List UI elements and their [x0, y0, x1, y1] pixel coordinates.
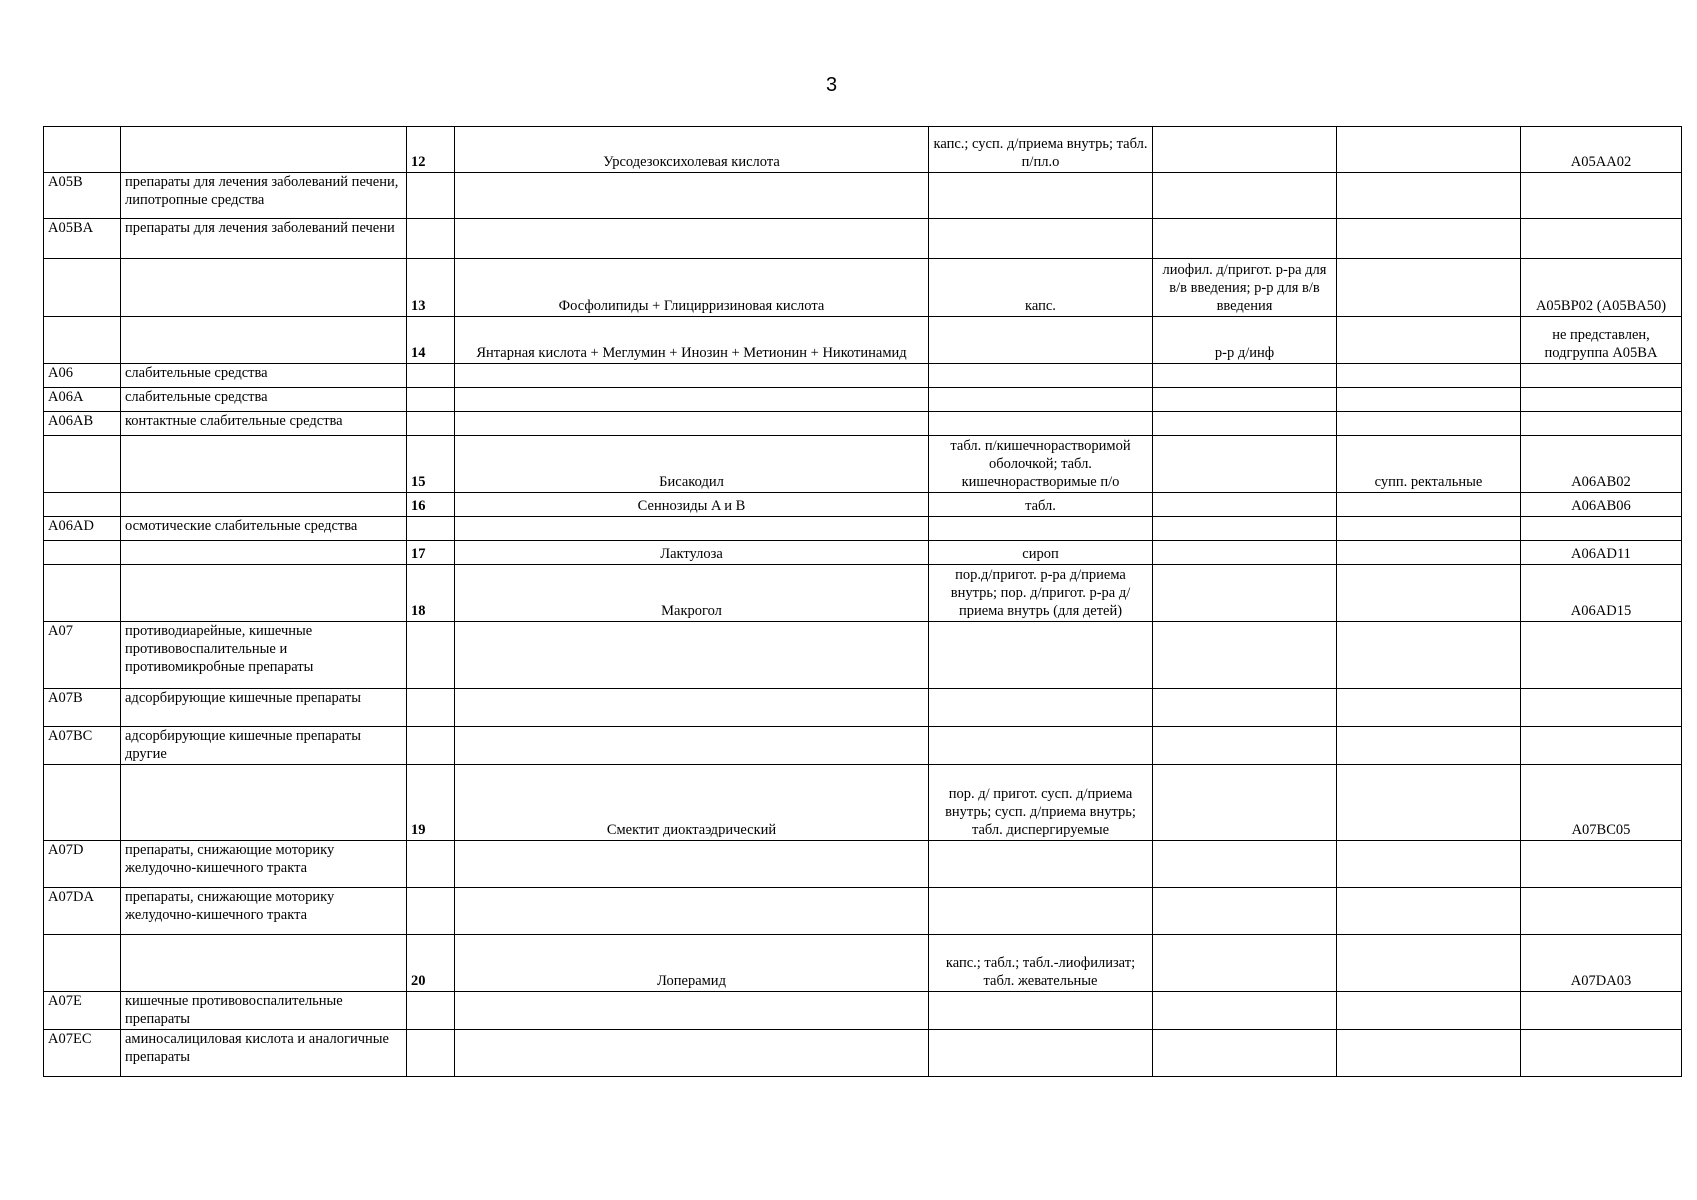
table-cell-number: 19 — [407, 765, 455, 841]
table-cell-form-other — [1337, 888, 1521, 935]
table-cell-form — [929, 689, 1153, 727]
table-cell-form-other — [1337, 259, 1521, 317]
table-cell-form: табл. п/кишечнорастворимой оболочкой; табл. кишечнорастворимые п/о — [929, 436, 1153, 493]
table-cell-number — [407, 1030, 455, 1077]
table-cell-code: A07E — [44, 992, 121, 1030]
table-cell-form-other — [1337, 517, 1521, 541]
table-cell-inn — [455, 888, 929, 935]
table-cell-atc: не представлен, подгруппа A05BA — [1521, 317, 1682, 364]
table-cell-number — [407, 622, 455, 689]
table-cell-inn: Урсодезоксихолевая кислота — [455, 127, 929, 173]
table-row — [44, 765, 1682, 841]
table-cell-form-injection — [1153, 364, 1337, 388]
table-row — [44, 622, 1682, 689]
table-cell-atc: A06AD11 — [1521, 541, 1682, 565]
table-cell-form-other — [1337, 622, 1521, 689]
table-cell-form: капс.; сусп. д/приема внутрь; табл. п/пл.о — [929, 127, 1153, 173]
table-cell-form-other — [1337, 388, 1521, 412]
table-row — [44, 219, 1682, 259]
table-cell-form-other — [1337, 127, 1521, 173]
table-cell-form-injection — [1153, 493, 1337, 517]
table-cell-number — [407, 219, 455, 259]
table-cell-form: капс.; табл.; табл.-лиофилизат; табл. жевательные — [929, 935, 1153, 992]
table-cell-name — [121, 765, 407, 841]
table-cell-inn — [455, 992, 929, 1030]
table-cell-inn — [455, 219, 929, 259]
table-cell-inn: Макрогол — [455, 565, 929, 622]
table-row — [44, 493, 1682, 517]
table-cell-number: 17 — [407, 541, 455, 565]
table-cell-form-injection — [1153, 622, 1337, 689]
table-row — [44, 888, 1682, 935]
table-cell-name: осмотические слабительные средства — [121, 517, 407, 541]
table-cell-name — [121, 493, 407, 517]
table-cell-code — [44, 565, 121, 622]
table-cell-form-other — [1337, 317, 1521, 364]
table-cell-form — [929, 1030, 1153, 1077]
table-cell-atc — [1521, 364, 1682, 388]
table-cell-form-injection — [1153, 1030, 1337, 1077]
table-cell-form — [929, 888, 1153, 935]
table-cell-inn — [455, 517, 929, 541]
table-row — [44, 689, 1682, 727]
table-cell-name — [121, 565, 407, 622]
table-cell-number — [407, 727, 455, 765]
table-cell-form-other — [1337, 1030, 1521, 1077]
table-cell-number: 13 — [407, 259, 455, 317]
table-cell-form-injection — [1153, 689, 1337, 727]
table-row — [44, 565, 1682, 622]
table-cell-name: препараты для лечения заболеваний печени, липотропные средства — [121, 173, 407, 219]
table-cell-atc: A05AA02 — [1521, 127, 1682, 173]
table-cell-name: препараты, снижающие моторику желудочно-кишечного тракта — [121, 888, 407, 935]
table-cell-code — [44, 541, 121, 565]
table-row — [44, 388, 1682, 412]
table-cell-form-other — [1337, 841, 1521, 888]
table-cell-form-injection: лиофил. д/пригот. р-ра для в/в введения; р-р для в/в введения — [1153, 259, 1337, 317]
table-row — [44, 727, 1682, 765]
table-cell-name — [121, 436, 407, 493]
table-cell-form-other — [1337, 493, 1521, 517]
table-cell-atc — [1521, 689, 1682, 727]
table-cell-atc: A06AB06 — [1521, 493, 1682, 517]
table-cell-name: аминосалициловая кислота и аналогичные препараты — [121, 1030, 407, 1077]
table-cell-name: препараты для лечения заболеваний печени — [121, 219, 407, 259]
table-cell-code — [44, 317, 121, 364]
table-cell-form — [929, 219, 1153, 259]
table-cell-name — [121, 935, 407, 992]
table-cell-form — [929, 364, 1153, 388]
table-cell-atc: A06AB02 — [1521, 436, 1682, 493]
table-cell-atc: A07BC05 — [1521, 765, 1682, 841]
table-cell-form-other — [1337, 565, 1521, 622]
table-cell-code — [44, 765, 121, 841]
table-cell-atc — [1521, 992, 1682, 1030]
table-cell-code — [44, 127, 121, 173]
table-cell-form-injection — [1153, 173, 1337, 219]
table-cell-form-other — [1337, 689, 1521, 727]
table-row — [44, 1030, 1682, 1077]
table-cell-form-other — [1337, 364, 1521, 388]
table-cell-code: A05BA — [44, 219, 121, 259]
table-cell-code: A07 — [44, 622, 121, 689]
table-cell-number: 16 — [407, 493, 455, 517]
table-cell-name: слабительные средства — [121, 364, 407, 388]
table-cell-number: 20 — [407, 935, 455, 992]
table-cell-code: A07D — [44, 841, 121, 888]
table-cell-atc — [1521, 219, 1682, 259]
table-cell-inn — [455, 841, 929, 888]
table-cell-name: кишечные противовоспалительные препараты — [121, 992, 407, 1030]
table-cell-form — [929, 727, 1153, 765]
table-cell-code: A06 — [44, 364, 121, 388]
table-cell-atc — [1521, 727, 1682, 765]
table-cell-atc — [1521, 1030, 1682, 1077]
table-cell-form-injection — [1153, 388, 1337, 412]
table-row — [44, 541, 1682, 565]
table-cell-inn — [455, 388, 929, 412]
table-cell-form-other: супп. ректальные — [1337, 436, 1521, 493]
table-cell-form — [929, 412, 1153, 436]
table-cell-atc — [1521, 841, 1682, 888]
table-cell-form — [929, 622, 1153, 689]
table-row — [44, 173, 1682, 219]
table-cell-number: 14 — [407, 317, 455, 364]
table-cell-form — [929, 388, 1153, 412]
table-row — [44, 841, 1682, 888]
table-cell-number — [407, 689, 455, 727]
table-cell-form: табл. — [929, 493, 1153, 517]
table-cell-form-injection — [1153, 127, 1337, 173]
table-cell-number — [407, 992, 455, 1030]
table-cell-number — [407, 388, 455, 412]
table-cell-code — [44, 259, 121, 317]
table-cell-form — [929, 517, 1153, 541]
table-row — [44, 412, 1682, 436]
table-cell-form-injection — [1153, 888, 1337, 935]
table-row — [44, 317, 1682, 364]
table-row — [44, 992, 1682, 1030]
table-cell-inn: Лактулоза — [455, 541, 929, 565]
table-row — [44, 127, 1682, 173]
table-cell-number — [407, 412, 455, 436]
table-cell-name: противодиарейные, кишечные противовоспалительные и противомикробные препараты — [121, 622, 407, 689]
table-cell-name — [121, 127, 407, 173]
table-cell-number — [407, 841, 455, 888]
table-cell-form-injection — [1153, 935, 1337, 992]
table-cell-name: адсорбирующие кишечные препараты — [121, 689, 407, 727]
table-row — [44, 364, 1682, 388]
table-cell-atc: A05BP02 (A05BA50) — [1521, 259, 1682, 317]
table-cell-name — [121, 259, 407, 317]
table-cell-number — [407, 364, 455, 388]
table-cell-code: A06AD — [44, 517, 121, 541]
table-cell-code — [44, 493, 121, 517]
table-cell-form — [929, 992, 1153, 1030]
table-cell-atc — [1521, 622, 1682, 689]
page-number: 3 — [825, 74, 838, 96]
table-cell-form-injection — [1153, 219, 1337, 259]
table-cell-code: A07EC — [44, 1030, 121, 1077]
table-cell-atc — [1521, 388, 1682, 412]
table-cell-form-other — [1337, 412, 1521, 436]
table-cell-code: A07DA — [44, 888, 121, 935]
table-cell-code: A06A — [44, 388, 121, 412]
table-cell-form-injection — [1153, 727, 1337, 765]
table-cell-number — [407, 888, 455, 935]
table-cell-form: капс. — [929, 259, 1153, 317]
table-cell-form: сироп — [929, 541, 1153, 565]
table-cell-name — [121, 317, 407, 364]
table-cell-form — [929, 841, 1153, 888]
table-cell-number — [407, 173, 455, 219]
table-cell-form-injection — [1153, 436, 1337, 493]
table-cell-inn — [455, 727, 929, 765]
table-cell-form-injection — [1153, 412, 1337, 436]
table-cell-form-other — [1337, 173, 1521, 219]
table-row — [44, 517, 1682, 541]
table-cell-inn: Фосфолипиды + Глицирризиновая кислота — [455, 259, 929, 317]
table-cell-form — [929, 317, 1153, 364]
table-cell-inn — [455, 1030, 929, 1077]
table-cell-number: 18 — [407, 565, 455, 622]
table-cell-number: 12 — [407, 127, 455, 173]
table-cell-form — [929, 173, 1153, 219]
table-cell-code — [44, 935, 121, 992]
table-cell-name: слабительные средства — [121, 388, 407, 412]
table-cell-form: пор. д/ пригот. сусп. д/приема внутрь; сусп. д/приема внутрь; табл. диспергируемые — [929, 765, 1153, 841]
table-cell-name — [121, 541, 407, 565]
table-cell-inn — [455, 364, 929, 388]
table-cell-inn: Бисакодил — [455, 436, 929, 493]
table-cell-name: адсорбирующие кишечные препараты другие — [121, 727, 407, 765]
table-cell-inn — [455, 689, 929, 727]
table-cell-atc — [1521, 412, 1682, 436]
table-cell-form-injection — [1153, 517, 1337, 541]
table-cell-number: 15 — [407, 436, 455, 493]
table-cell-form: пор.д/пригот. р-ра д/приема внутрь; пор. д/пригот. р-ра д/приема внутрь (для детей) — [929, 565, 1153, 622]
table-cell-code: A06AB — [44, 412, 121, 436]
table-cell-code: A07B — [44, 689, 121, 727]
table-cell-form-injection — [1153, 765, 1337, 841]
table-cell-inn — [455, 173, 929, 219]
table-cell-form-injection — [1153, 992, 1337, 1030]
table-cell-inn — [455, 622, 929, 689]
table-cell-form-injection — [1153, 841, 1337, 888]
table-cell-atc: A06AD15 — [1521, 565, 1682, 622]
table-cell-atc — [1521, 888, 1682, 935]
table-cell-inn — [455, 412, 929, 436]
table-row — [44, 436, 1682, 493]
table-cell-form-other — [1337, 727, 1521, 765]
table-cell-atc — [1521, 173, 1682, 219]
table-row — [44, 935, 1682, 992]
table-cell-form-injection — [1153, 541, 1337, 565]
table-cell-form-other — [1337, 541, 1521, 565]
table-cell-number — [407, 517, 455, 541]
table-cell-inn: Лоперамид — [455, 935, 929, 992]
table-cell-form-other — [1337, 219, 1521, 259]
table-cell-form-injection: р-р д/инф — [1153, 317, 1337, 364]
table-cell-form-other — [1337, 935, 1521, 992]
table-cell-name: контактные слабительные средства — [121, 412, 407, 436]
table-cell-form-injection — [1153, 565, 1337, 622]
table-cell-code — [44, 436, 121, 493]
table-cell-inn: Сеннозиды A и B — [455, 493, 929, 517]
table-cell-name: препараты, снижающие моторику желудочно-кишечного тракта — [121, 841, 407, 888]
table-cell-form-other — [1337, 765, 1521, 841]
table-cell-code: A05B — [44, 173, 121, 219]
table-cell-code: A07BC — [44, 727, 121, 765]
table-cell-form-other — [1337, 992, 1521, 1030]
table-cell-inn: Смектит диоктаэдрический — [455, 765, 929, 841]
table-cell-atc: A07DA03 — [1521, 935, 1682, 992]
table-row — [44, 259, 1682, 317]
drug-table — [43, 126, 1682, 1077]
table-cell-atc — [1521, 517, 1682, 541]
table-cell-inn: Янтарная кислота + Меглумин + Инозин + Метионин + Никотинамид — [455, 317, 929, 364]
